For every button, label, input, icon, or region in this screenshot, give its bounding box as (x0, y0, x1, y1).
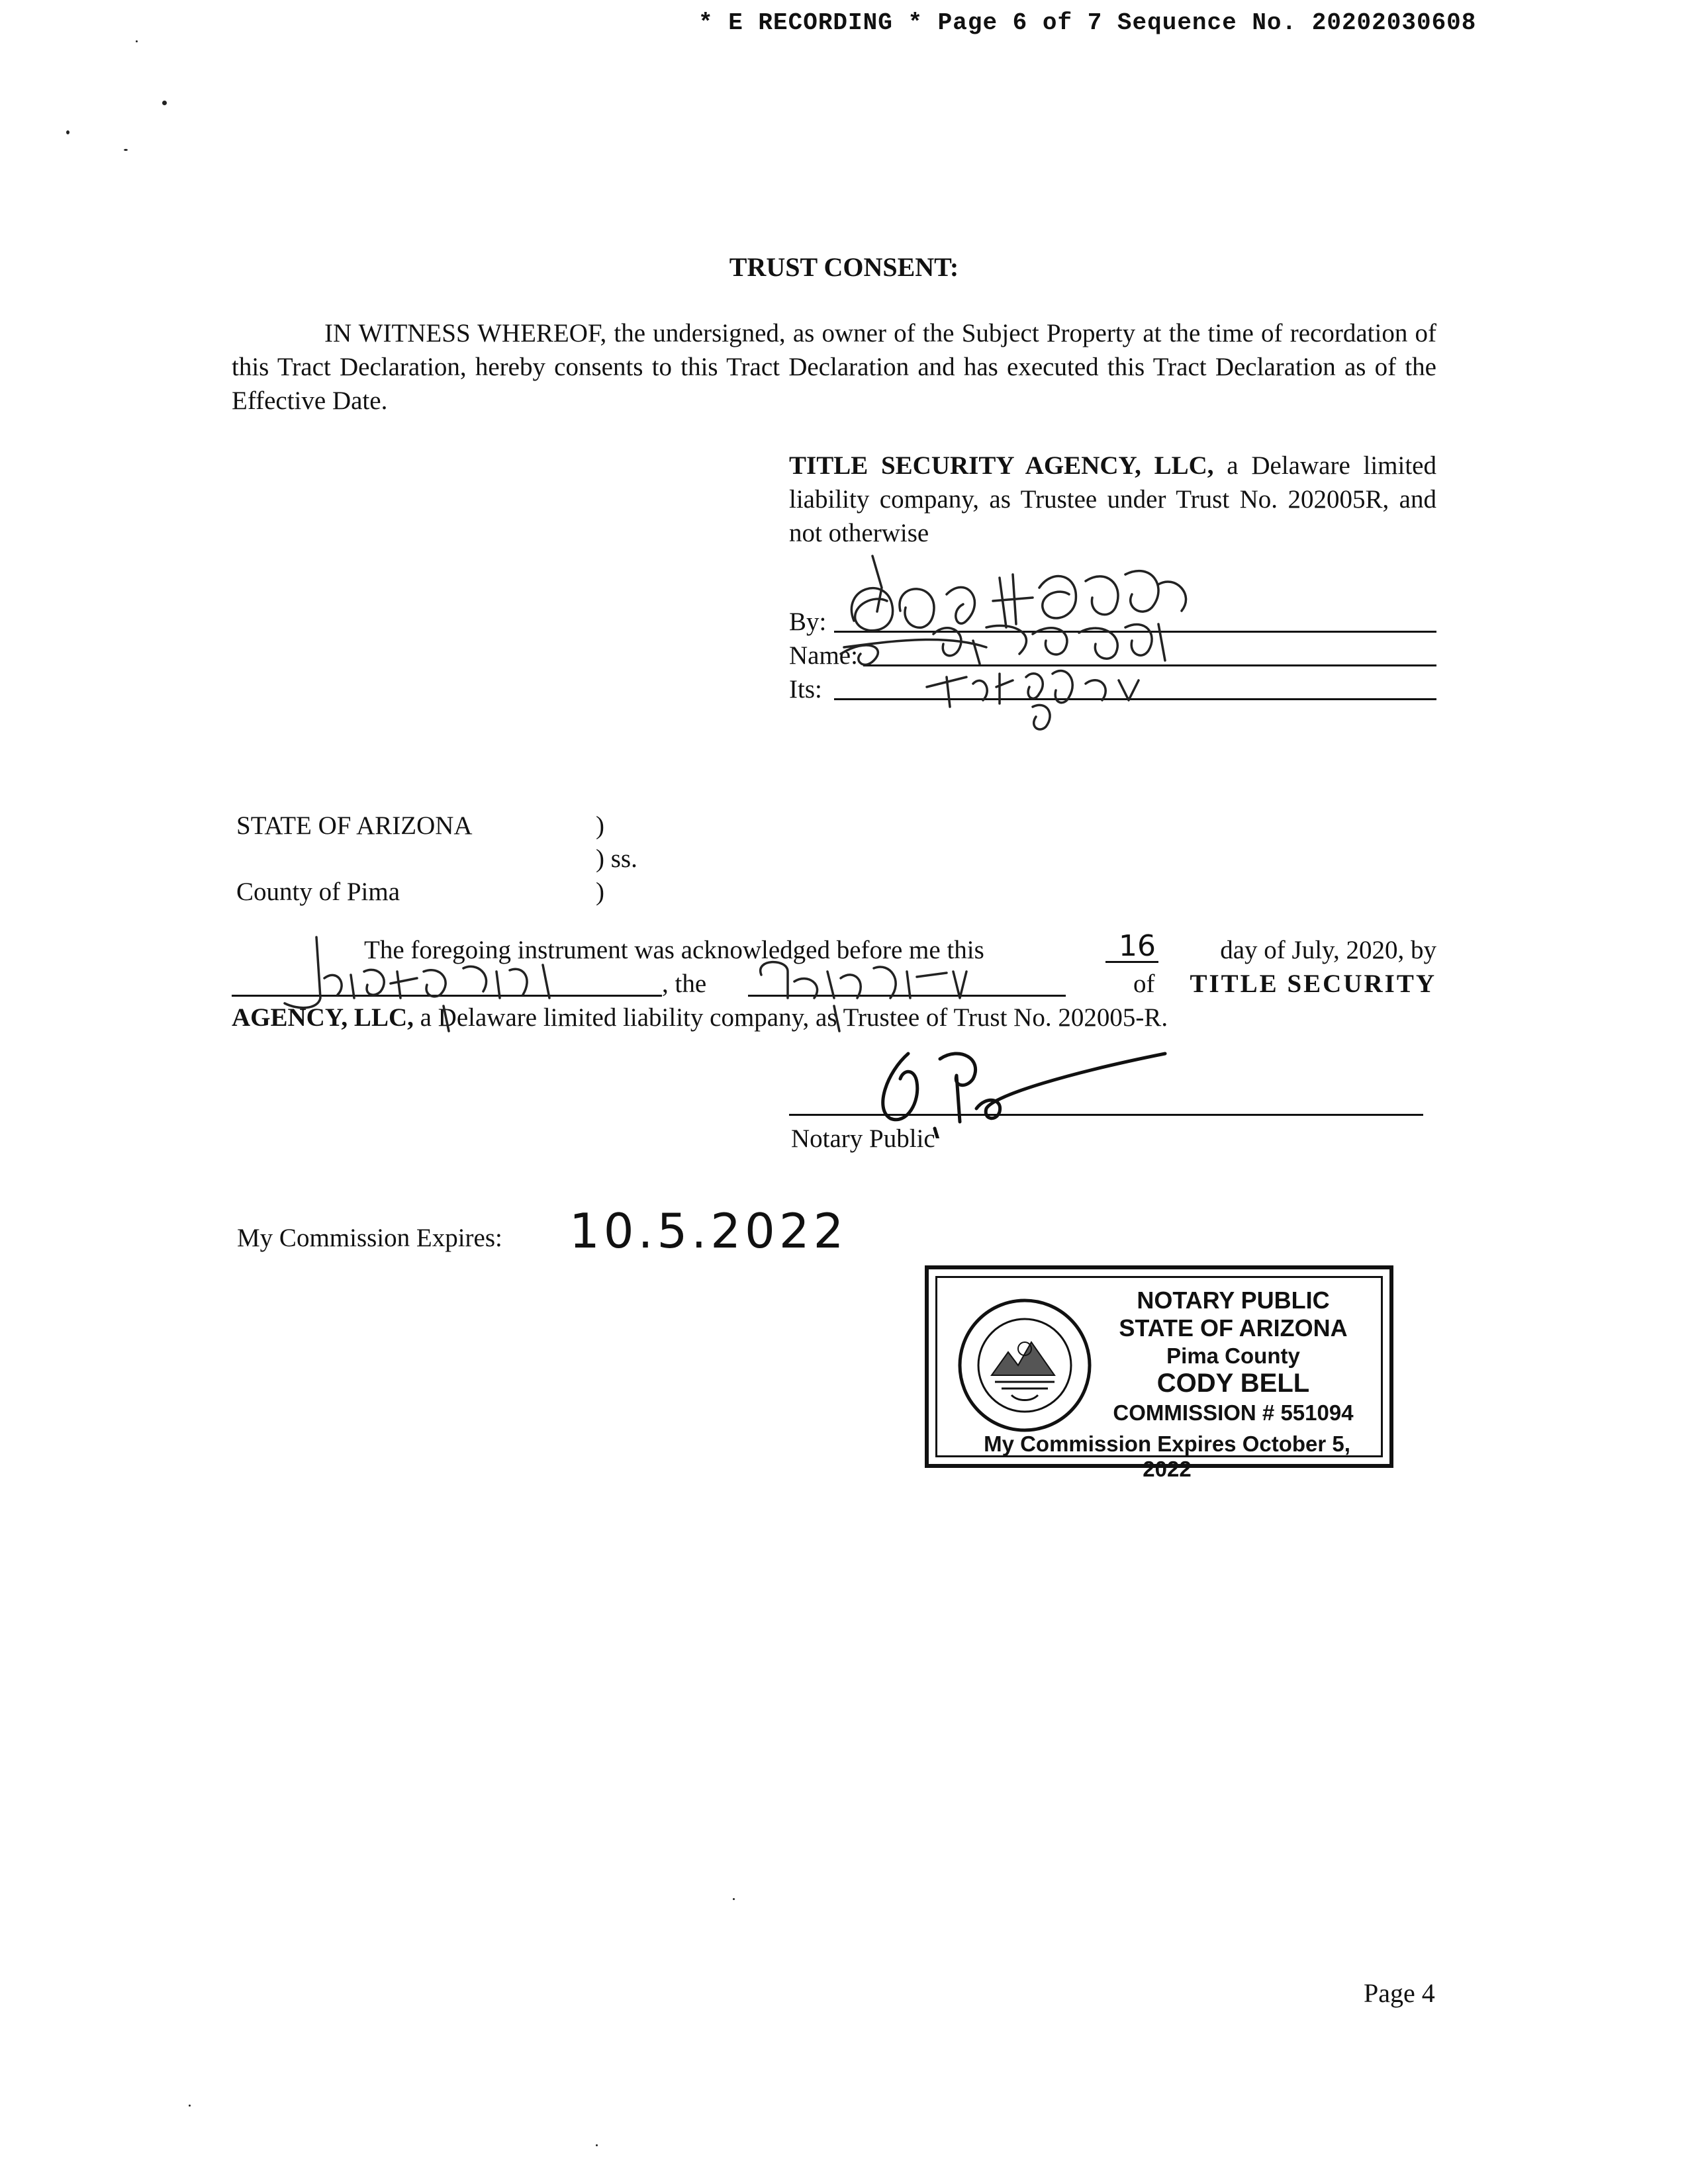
scan-speck (66, 130, 70, 134)
consent-paragraph-text: IN WITNESS WHEREOF, the undersigned, as owner of the Subject Property at the time of recordation of this Tract Declaration, hereby consents to this Tract Declaration and has executed this Tract Declaration as of the Effective Date. (232, 319, 1436, 415)
signatory-company: TITLE SECURITY AGENCY, LLC, (789, 451, 1214, 480)
venue-county: County of Pima (236, 878, 400, 906)
state-seal-icon (955, 1296, 1094, 1435)
venue-ss: ) ss. (596, 844, 637, 873)
trustee-signature-image (814, 548, 1238, 747)
ack-text: The foregoing instrument was acknowledged before me this (364, 936, 984, 964)
ack-company: TITLE SECURITY (1190, 970, 1436, 998)
section-title: TRUST CONSENT: (729, 252, 959, 282)
name-label: Name: (789, 641, 858, 670)
scan-speck (162, 101, 167, 105)
scan-speck (596, 2144, 598, 2146)
notary-public-label: Notary Public (791, 1124, 935, 1153)
stamp-line-5: COMMISSION # 551094 (1113, 1400, 1354, 1425)
stamp-line-1: NOTARY PUBLIC (1137, 1287, 1330, 1314)
commission-expires-label: My Commission Expires: (237, 1224, 502, 1252)
ack-day-tail: day of July, 2020, by (1220, 936, 1436, 964)
acknowledgment-handwriting (265, 932, 1099, 1038)
by-label: By: (789, 608, 827, 636)
ack-comma-the: , the (662, 970, 707, 998)
stamp-line-3: Pima County (1166, 1343, 1300, 1368)
scan-speck (733, 1898, 735, 1900)
stamp-line-2: STATE OF ARIZONA (1119, 1314, 1348, 1342)
stamp-line-4: CODY BELL (1156, 1369, 1310, 1398)
scan-speck (124, 149, 128, 151)
ack-company-cont: AGENCY, LLC, (232, 1003, 414, 1032)
venue-state: STATE OF ARIZONA (236, 811, 473, 840)
commission-expiry-date: 10.5.2022 (569, 1203, 848, 1259)
signatory-description: a Delaware limited liability company, as Trustee under Trust No. 202005R, and not otherwise (789, 451, 1436, 547)
consent-paragraph (232, 316, 1436, 418)
notary-signature-line (789, 1114, 1423, 1116)
venue-paren: ) (596, 811, 604, 840)
signatory-block (789, 449, 1436, 550)
recording-header: * E RECORDING * Page 6 of 7 Sequence No. 20202030608 (698, 9, 1477, 36)
ack-of: of (1133, 970, 1155, 998)
scan-speck (136, 40, 138, 42)
venue-paren: ) (596, 878, 604, 906)
ack-line-3-text: a Delaware limited liability company, as Trustee of Trust No. 202005-R. (413, 1003, 1168, 1032)
stamp-line-6: My Commission Expires October 5, 2022 (984, 1432, 1350, 1481)
notary-stamp (925, 1265, 1393, 1481)
its-label: Its: (789, 675, 822, 704)
ack-day: 16 (1119, 929, 1156, 963)
scan-speck (189, 2105, 191, 2107)
page-number: Page 4 (1364, 1978, 1435, 2008)
